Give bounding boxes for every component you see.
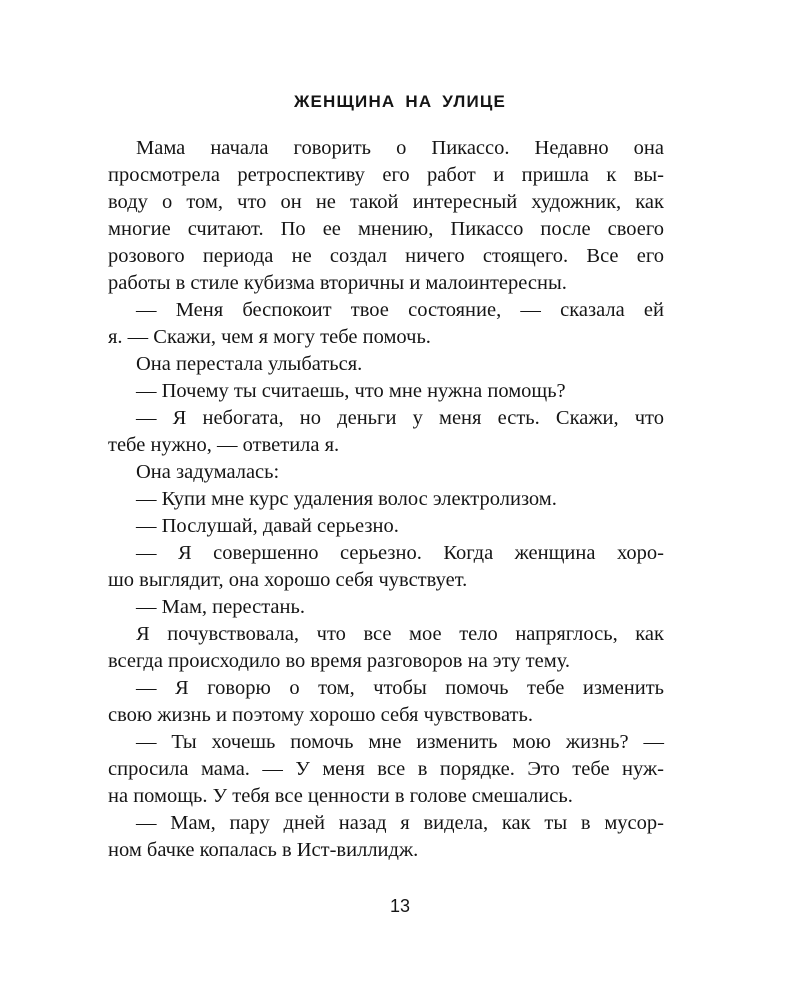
text-line: работы в стиле кубизма вторичны и малоинтересны. bbox=[108, 272, 567, 294]
text-line: Она задумалась: bbox=[136, 461, 280, 483]
text-line: Она перестала улыбаться. bbox=[136, 353, 363, 375]
text-line: — Почему ты считаешь, что мне нужна помощь? bbox=[136, 380, 566, 402]
text-line: я. — Скажи, чем я могу тебе помочь. bbox=[108, 326, 431, 348]
text-line: — Я небогата, но деньги у меня есть. Скажи, что bbox=[136, 407, 664, 429]
text-line: свою жизнь и поэтому хорошо себя чувствовать. bbox=[108, 704, 533, 726]
text-line: спросила мама. — У меня все в порядке. Это тебе нуж- bbox=[108, 758, 664, 780]
page-number: 13 bbox=[389, 896, 411, 916]
text-line: — Ты хочешь помочь мне изменить мою жизнь? — bbox=[136, 731, 664, 753]
text-line: — Я совершенно серьезно. Когда женщина хоро- bbox=[136, 542, 664, 564]
running-head: ЖЕНЩИНА НА УЛИЦЕ bbox=[293, 92, 507, 111]
text-line: — Мам, перестань. bbox=[136, 596, 305, 618]
text-line: Мама начала говорить о Пикассо. Недавно она bbox=[136, 137, 664, 159]
text-line: на помощь. У тебя все ценности в голове смешались. bbox=[108, 785, 573, 807]
text-line: многие считают. По ее мнению, Пикассо после своего bbox=[108, 218, 664, 240]
text-line: — Купи мне курс удаления волос электролизом. bbox=[136, 488, 557, 510]
text-line: — Мам, пару дней назад я видела, как ты в мусор- bbox=[136, 812, 664, 834]
text-line: шо выглядит, она хорошо себя чувствует. bbox=[108, 569, 468, 591]
body-text bbox=[108, 135, 664, 864]
text-line: — Меня беспокоит твое состояние, — сказала ей bbox=[136, 299, 664, 321]
text-line: всегда происходило во время разговоров на эту тему. bbox=[108, 650, 571, 672]
text-line: розового периода не создал ничего стоящего. Все его bbox=[108, 245, 664, 267]
text-line: — Послушай, давай серьезно. bbox=[136, 515, 399, 537]
text-line: — Я говорю о том, чтобы помочь тебе изменить bbox=[136, 677, 664, 699]
text-line: Я почувствовала, что все мое тело напряглось, как bbox=[136, 623, 664, 645]
text-line: ном бачке копалась в Ист-виллидж. bbox=[108, 839, 419, 861]
text-line: просмотрела ретроспективу его работ и пришла к вы- bbox=[108, 164, 664, 186]
text-line: воду о том, что он не такой интересный художник, как bbox=[108, 191, 664, 213]
text-line: тебе нужно, — ответила я. bbox=[108, 434, 340, 456]
